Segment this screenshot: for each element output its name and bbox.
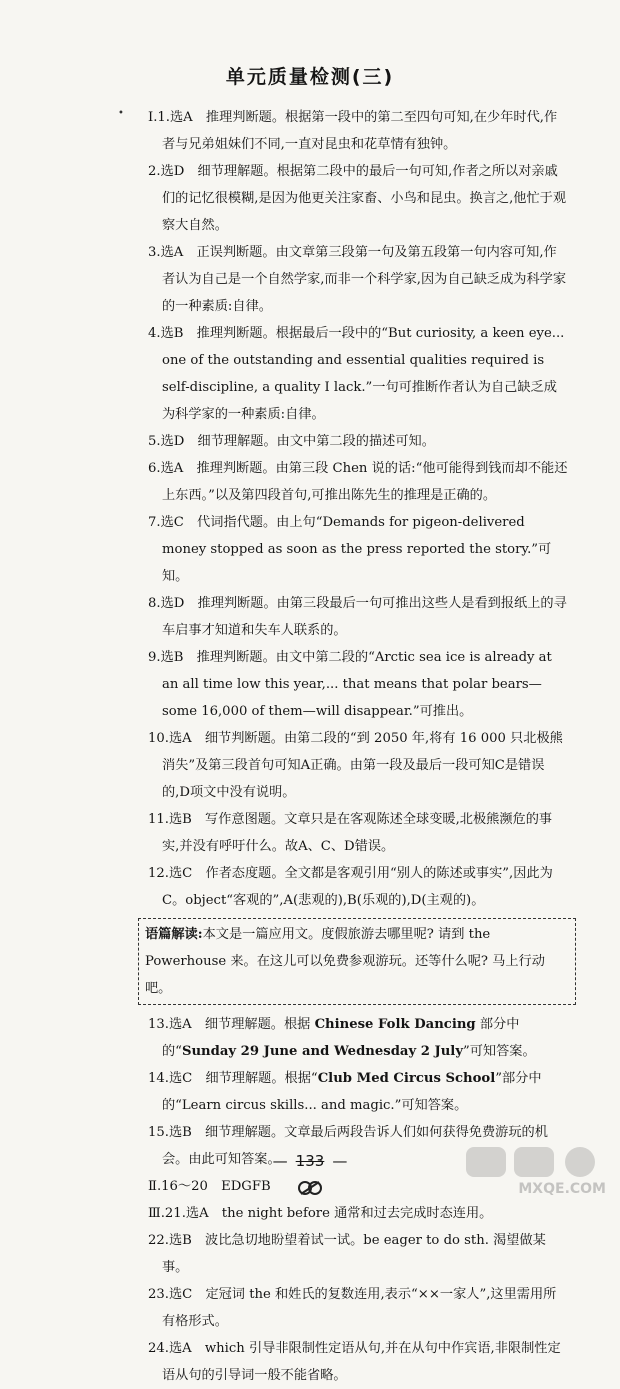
answer-item: 11.选B 写作意图题。文章只是在客观陈述全球变暖,北极熊濒危的事实,并没有呼吁什么。故A、C、D错误。 xyxy=(148,812,553,854)
answer-item: Ⅲ.21.选A the night before 通常和过去完成时态连用。 xyxy=(148,1206,493,1221)
publisher-logo-icon xyxy=(296,1178,324,1198)
answer-item: 7.选C 代词指代题。由上句“Demands for pigeon-delivered money stopped as soon as the press reported the story.”可知。 xyxy=(148,515,552,584)
answer-item: 12.选C 作者态度题。全文都是客观引用“别人的陈述或事实”,因此为C。object“客观的”,A(悲观的),B(乐观的),D(主观的)。 xyxy=(148,866,553,908)
answer-bold-text: Sunday 29 June and Wednesday 2 July xyxy=(181,1044,463,1059)
answer-item xyxy=(148,1011,568,1065)
answer-item xyxy=(148,1065,568,1119)
passage-note-box xyxy=(138,918,576,1005)
answer-text: 15.选B 细节理解题。文章最后两段告诉人们如何获得免费游玩的机会。由此可知答案。 xyxy=(148,1125,548,1167)
margin-mark-icon: • xyxy=(118,108,124,119)
answer-item: 9.选B 推理判断题。由文中第二段的“Arctic sea ice is already at an all time low this year,... that means that polar bears—some 16,000 of them—will disappear.”可推出。 xyxy=(148,650,552,719)
watermark xyxy=(462,1145,612,1199)
passage-note-text: 本文是一篇应用文。度假旅游去哪里呢? 请到 the Powerhouse 来。在这儿可以免费参观游玩。还等什么呢? 马上行动吧。 xyxy=(145,927,545,996)
answer-text: ”部分中的“Learn circus skills... and magic.”可知答案。 xyxy=(162,1071,542,1113)
answer-item: 10.选A 细节判断题。由第二段的“到 2050 年,将有 16 000 只北极熊消失”及第三段首句可知A正确。由第一段及最后一段可知C是错误的,D项文中没有说明。 xyxy=(148,731,563,800)
page-number-text: 133 xyxy=(295,1152,325,1170)
page-title: 单元质量检测(三) xyxy=(225,66,395,88)
answer-item: Ⅰ.1.选A 推理判断题。根据第一段中的第二至四句可知,在少年时代,作者与兄弟姐妹们不同,一直对昆虫和花草情有独钟。 xyxy=(148,110,558,152)
answer-item: 24.选A which 引导非限制性定语从句,并在从句中作宾语,非限制性定语从句的引导词一般不能省略。 xyxy=(148,1341,561,1383)
answer-item: 2.选D 细节理解题。根据第二段中的最后一句可知,作者之所以对亲戚们的记忆很模糊,是因为他更关注家畜、小鸟和昆虫。换言之,他忙于观察大自然。 xyxy=(148,164,567,233)
answer-text: ”可知答案。 xyxy=(462,1044,536,1059)
answer-item: 6.选A 推理判断题。由第三段 Chen 说的话:“他可能得到钱而却不能还上东西。”以及第四段首句,可推出陈先生的推理是正确的。 xyxy=(148,461,568,503)
watermark-url: MXQE.COM xyxy=(518,1181,606,1197)
answer-bold-text: Club Med Circus School xyxy=(317,1071,496,1086)
answer-text: 部分中的“ xyxy=(162,1017,520,1059)
answer-item: 5.选D 细节理解题。由文中第二段的描述可知。 xyxy=(148,434,435,449)
answer-item: 3.选A 正误判断题。由文章第三段第一句及第五段第一句内容可知,作者认为自己是一个自然学家,而非一个科学家,因为自己缺乏成为科学家的一种素质:自律。 xyxy=(148,245,567,314)
passage-note-label: 语篇解读: xyxy=(145,927,203,942)
answer-item: 22.选B 波比急切地盼望着试一试。be eager to do sth. 渴望做某事。 xyxy=(148,1233,546,1275)
answer-item: 8.选D 推理判断题。由第三段最后一句可推出这些人是看到报纸上的寻车启事才知道和失车人联系的。 xyxy=(148,596,567,638)
answer-bold-text: Chinese Folk Dancing xyxy=(314,1017,476,1032)
answer-text: 14.选C 细节理解题。根据“ xyxy=(148,1071,318,1086)
answer-item: Ⅱ.16～20 EDGFB xyxy=(148,1179,271,1194)
answer-text: 13.选A 细节理解题。根据 xyxy=(148,1017,315,1032)
answer-item: 23.选C 定冠词 the 和姓氏的复数连用,表示“××一家人”,这里需用所有格形式。 xyxy=(148,1287,557,1329)
watermark-logo-icon xyxy=(462,1145,612,1179)
answer-item: 4.选B 推理判断题。根据最后一段中的“But curiosity, a keen eye... one of the outstanding and essential qualities required is self-discipline, a quality I lack.”一句可推断作者认为自己缺乏成为科学家的一种素质:自律。 xyxy=(148,326,565,422)
